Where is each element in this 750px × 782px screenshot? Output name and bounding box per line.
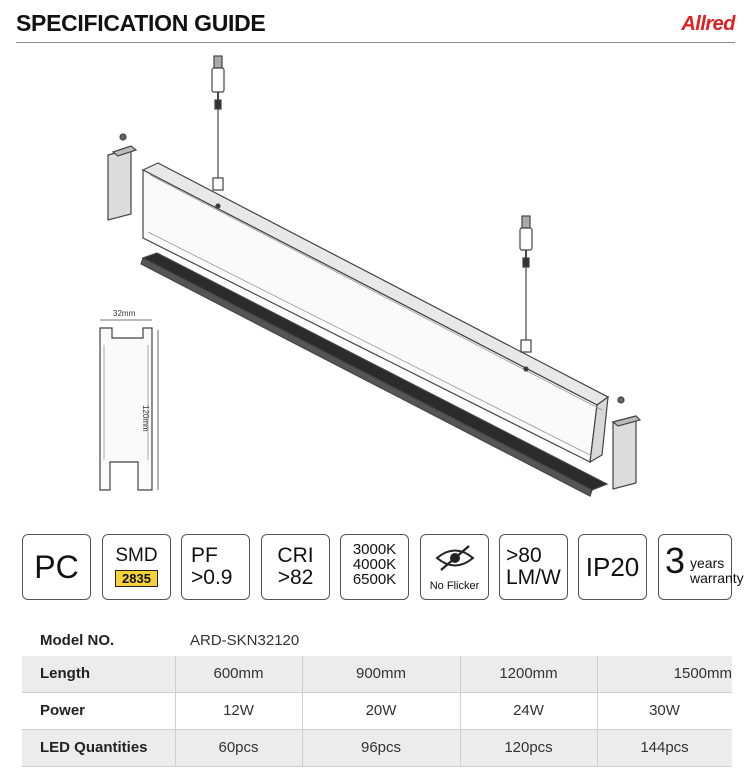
left-suspension-cable — [212, 56, 224, 208]
color-temperature-badge: 3000K 4000K 6500K — [340, 534, 409, 600]
header — [0, 0, 750, 46]
height-dimension-label: 120mm — [141, 405, 150, 432]
material-badge: PC — [22, 534, 91, 600]
no-flicker-badge: No Flicker — [420, 534, 489, 600]
spec-table — [22, 656, 732, 767]
width-dimension-label: 32mm — [113, 309, 136, 318]
cri-badge: CRI >82 — [261, 534, 330, 600]
right-end-cap — [613, 397, 640, 489]
brand-logo: Allred — [681, 13, 735, 35]
efficacy-badge: >80 LM/W — [499, 534, 568, 600]
model-label: Model NO. — [40, 632, 115, 649]
chip-label: 2835 — [115, 570, 158, 587]
model-number: ARD-SKN32120 — [190, 632, 300, 649]
profile-body — [143, 163, 608, 462]
product-drawing — [0, 46, 750, 526]
eye-slash-icon — [433, 543, 477, 573]
feature-badges — [22, 534, 744, 602]
table-row: Length 600mm 900mm 1200mm 1500mm — [22, 656, 732, 693]
left-end-cap — [108, 134, 136, 220]
ip-rating-badge: IP20 — [578, 534, 647, 600]
power-factor-badge: PF >0.9 — [181, 534, 250, 600]
warranty-badge: 3 years warranty — [658, 534, 732, 600]
table-row: LED Quantities 60pcs 96pcs 120pcs 144pcs — [22, 730, 732, 767]
right-suspension-cable — [520, 216, 532, 371]
header-divider — [16, 42, 735, 43]
page-title: SPECIFICATION GUIDE — [16, 10, 266, 36]
table-row: Power 12W 20W 24W 30W — [22, 693, 732, 730]
smd-badge: SMD 2835 — [102, 534, 171, 600]
